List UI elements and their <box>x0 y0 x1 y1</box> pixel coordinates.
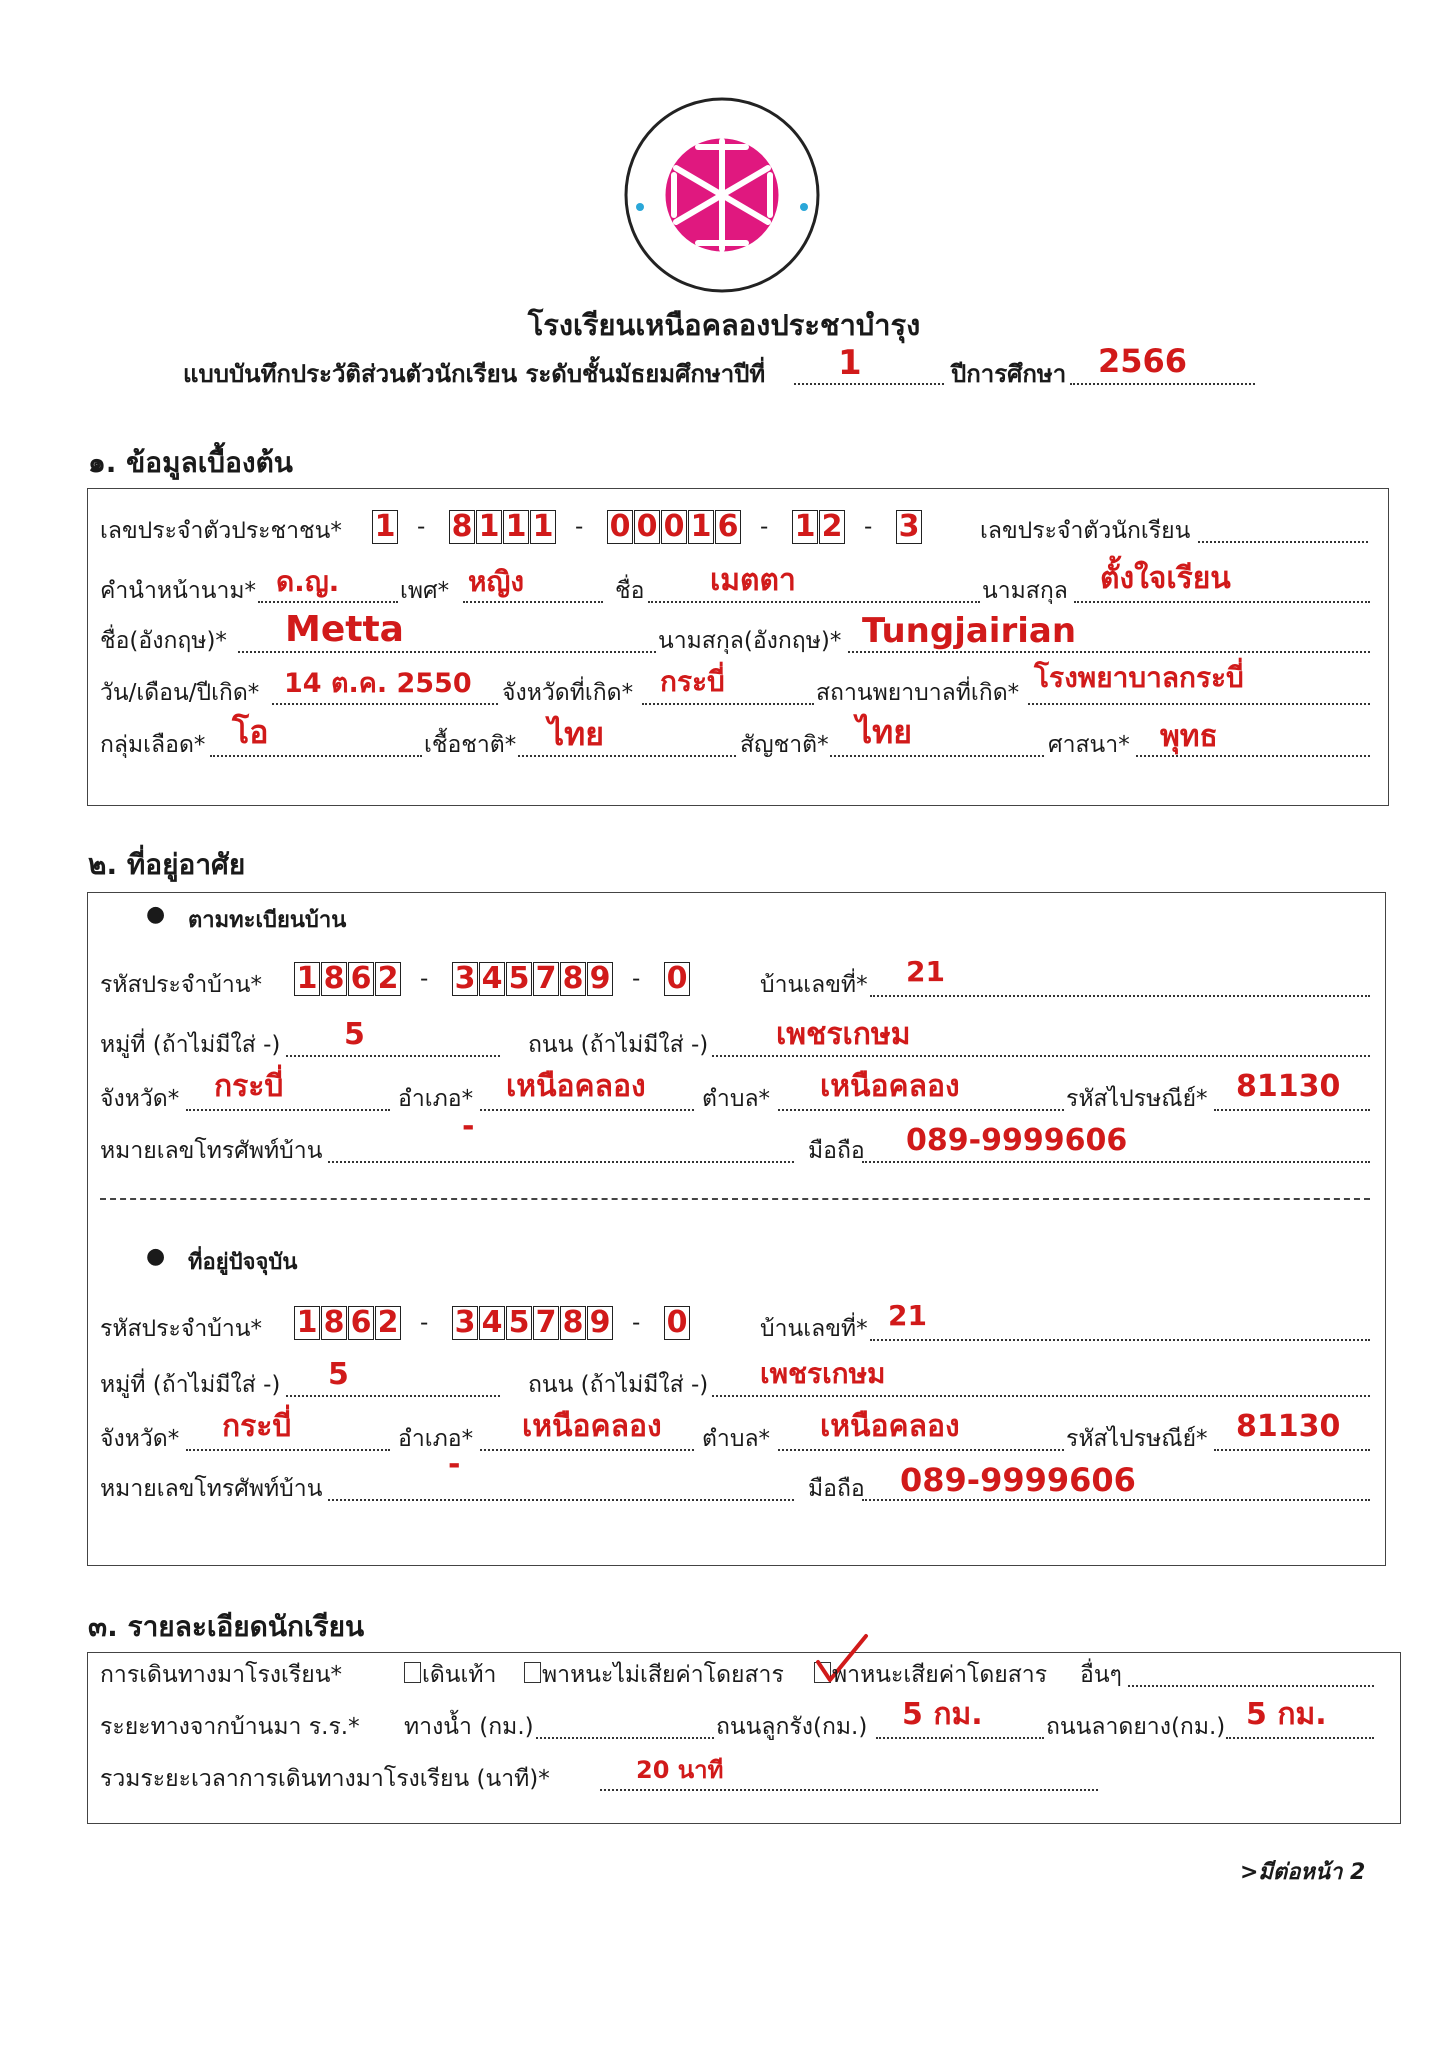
paved-dots <box>1226 1737 1374 1739</box>
reg-moo-value: 5 <box>344 1017 365 1052</box>
reg-district-dots <box>480 1109 694 1111</box>
hospital-value: โรงพยาบาลกระบี่ <box>1034 661 1244 694</box>
citizen-id-digit-box[interactable] <box>792 510 818 544</box>
reg-house-code-digit-box[interactable] <box>321 962 347 996</box>
school-name: โรงเรียนเหนือคลองประชาบำรุง <box>527 308 921 342</box>
reg-subdistrict-dots <box>778 1109 1064 1111</box>
section2-title: ๒. ที่อยู่อาศัย <box>88 848 246 881</box>
reg-district-value: เหนือคลอง <box>506 1069 646 1104</box>
citizen-id-digit-box[interactable] <box>530 510 556 544</box>
cur-house-code-digit: 8 <box>562 1305 584 1340</box>
race-value: ไทย <box>548 715 604 753</box>
cur-moo-dots <box>286 1395 500 1397</box>
reg-zip-value: 81130 <box>1236 1069 1341 1104</box>
citizen-id-digit-box[interactable] <box>503 510 529 544</box>
reg-house-no-label: บ้านเลขที่* <box>760 972 868 998</box>
year-label: ปีการศึกษา <box>951 360 1067 388</box>
cur-house-code-digit-box[interactable] <box>587 1306 613 1340</box>
surname-label: นามสกุล <box>982 578 1068 604</box>
blood-value: โอ <box>232 713 269 751</box>
citizen-id-digit: 0 <box>609 509 631 544</box>
reg-phone-dots <box>328 1161 794 1163</box>
cur-zip-dots <box>1214 1449 1370 1451</box>
reg-house-code-digit-box[interactable] <box>664 962 690 996</box>
dob-label: วัน/เดือน/ปีเกิด* <box>100 680 260 706</box>
reg-house-code-digit: 7 <box>535 961 557 996</box>
reg-house-code-digit: 8 <box>323 961 345 996</box>
cur-mobile-value: 089-9999606 <box>900 1461 1136 1499</box>
walk-checkbox[interactable] <box>404 1662 421 1683</box>
citizen-id-digit: 8 <box>451 509 473 544</box>
dob-dots <box>272 703 498 705</box>
cur-house-code-digit: 7 <box>535 1305 557 1340</box>
name-value: เมตตา <box>710 563 796 598</box>
reg-zip-dots <box>1214 1109 1370 1111</box>
cur-house-code-digit-box[interactable] <box>452 1306 478 1340</box>
race-label: เชื้อชาติ* <box>424 732 517 758</box>
name-en-label: ชื่อ(อังกฤษ)* <box>100 628 227 654</box>
cur-road-dots <box>712 1395 1370 1397</box>
cur-house-code-digit-box[interactable] <box>533 1306 559 1340</box>
paved-value: 5 กม. <box>1246 1697 1327 1732</box>
cur-house-code-digit: 8 <box>323 1305 345 1340</box>
cur-subdistrict-value: เหนือคลอง <box>820 1409 960 1444</box>
citizen-id-digit-box[interactable] <box>688 510 714 544</box>
religion-dots <box>1136 755 1370 757</box>
citizen-id-digit-box[interactable] <box>449 510 475 544</box>
reg-house-code-digit-box[interactable] <box>348 962 374 996</box>
reg-subdistrict-label: ตำบล* <box>702 1086 771 1112</box>
time-label: รวมระยะเวลาการเดินทางมาโรงเรียน (นาที)* <box>100 1766 550 1792</box>
reg-mobile-value: 089-9999606 <box>906 1123 1128 1158</box>
reg-house-code-digit-box[interactable] <box>452 962 478 996</box>
grade-dots <box>794 383 944 385</box>
next-page-note: >มีต่อหน้า 2 <box>1240 1860 1366 1885</box>
race-dots <box>518 755 736 757</box>
address-divider <box>100 1198 1370 1200</box>
reg-house-code-digit: 1 <box>296 961 318 996</box>
cur-house-no-dots <box>870 1339 1370 1341</box>
cur-phone-dots <box>328 1499 794 1501</box>
citizen-id-digit: 1 <box>478 509 500 544</box>
walk-option: เดินเท้า <box>422 1662 497 1688</box>
paid-vehicle-option: พาหนะเสียค่าโดยสาร <box>832 1662 1048 1688</box>
time-value: 20 นาที <box>636 1756 724 1784</box>
surname-en-dots <box>848 651 1370 653</box>
cur-house-code-digit-box[interactable] <box>506 1306 532 1340</box>
surname-dots <box>1074 601 1370 603</box>
birth-province-value: กระบี่ <box>660 665 725 698</box>
reg-address-title: ตามทะเบียนบ้าน <box>188 908 347 933</box>
cur-house-code-digit-box[interactable] <box>294 1306 320 1340</box>
reg-house-code-digit-box[interactable] <box>587 962 613 996</box>
citizen-id-digit: 1 <box>505 509 527 544</box>
other-dots <box>1128 1685 1374 1687</box>
cur-mobile-dots <box>862 1499 1370 1501</box>
cur-house-code-label: รหัสประจำบ้าน* <box>100 1316 262 1342</box>
paved-label: ถนนลาดยาง(กม.) <box>1046 1714 1226 1740</box>
reg-phone-label: หมายเลขโทรศัพท์บ้าน <box>100 1138 323 1164</box>
year-dots <box>1070 383 1255 385</box>
cur-house-code-digit: 0 <box>666 1305 688 1340</box>
surname-en-label: นามสกุล(อังกฤษ)* <box>658 628 842 654</box>
sex-dots <box>463 601 603 603</box>
cur-house-code-digit-box[interactable] <box>321 1306 347 1340</box>
reg-road-label: ถนน (ถ้าไม่มีใส่ -) <box>528 1032 709 1058</box>
citizen-id-digit-box[interactable] <box>634 510 660 544</box>
reg-mobile-dots <box>862 1161 1370 1163</box>
name-en-dots <box>238 651 656 653</box>
reg-subdistrict-value: เหนือคลอง <box>820 1069 960 1104</box>
section1-title: ๑. ข้อมูลเบื้องต้น <box>88 446 293 479</box>
reg-province-label: จังหวัด* <box>100 1086 180 1112</box>
prefix-label: คำนำหน้านาม* <box>100 578 257 604</box>
cur-moo-label: หมู่ที่ (ถ้าไม่มีใส่ -) <box>100 1372 281 1398</box>
prefix-value: ด.ญ. <box>276 565 340 598</box>
citizen-id-digit: 1 <box>374 509 396 544</box>
citizen-id-dash: - <box>575 514 584 540</box>
reg-house-code-digit-box[interactable] <box>479 962 505 996</box>
reg-house-no-dots <box>870 995 1370 997</box>
cur-subdistrict-label: ตำบล* <box>702 1426 771 1452</box>
distance-label: ระยะทางจากบ้านมา ร.ร.* <box>100 1714 360 1740</box>
citizen-id-dash: - <box>417 514 426 540</box>
cur-house-code-dash: - <box>632 1310 641 1336</box>
name-dots <box>648 601 980 603</box>
reg-house-code-digit: 9 <box>589 961 611 996</box>
reg-province-value: กระบี่ <box>214 1069 284 1104</box>
reg-house-code-digit: 6 <box>350 961 372 996</box>
section2-box <box>87 892 1386 1566</box>
reg-house-code-digit-box[interactable] <box>533 962 559 996</box>
travel-label: การเดินทางมาโรงเรียน* <box>100 1662 342 1688</box>
prefix-dots <box>258 601 398 603</box>
water-label: ทางน้ำ (กม.) <box>404 1714 534 1740</box>
cur-house-code-digit: 5 <box>508 1305 530 1340</box>
surname-value: ตั้งใจเรียน <box>1100 561 1231 596</box>
grade-value: 1 <box>838 343 862 383</box>
cur-house-code-digit-box[interactable] <box>560 1306 586 1340</box>
reg-house-code-digit-box[interactable] <box>560 962 586 996</box>
cur-house-code-digit: 2 <box>377 1305 399 1340</box>
cur-house-code-digit: 1 <box>296 1305 318 1340</box>
name-en-value: Metta <box>285 609 404 650</box>
cur-province-label: จังหวัด* <box>100 1426 180 1452</box>
reg-moo-dots <box>286 1055 500 1057</box>
reg-road-dots <box>712 1055 1370 1057</box>
citizen-id-digit: 1 <box>794 509 816 544</box>
id-label: เลขประจำตัวประชาชน* <box>100 518 342 544</box>
school-logo <box>622 95 822 295</box>
birth-province-label: จังหวัดที่เกิด* <box>502 680 634 706</box>
reg-house-code-digit: 5 <box>508 961 530 996</box>
cur-subdistrict-dots <box>778 1449 1064 1451</box>
reg-house-code-dash: - <box>632 966 641 992</box>
free-vehicle-checkbox[interactable] <box>524 1662 541 1683</box>
citizen-id-digit: 0 <box>663 509 685 544</box>
cur-district-label: อำเภอ* <box>398 1426 474 1452</box>
water-dots <box>536 1737 714 1739</box>
year-value: 2566 <box>1098 342 1188 380</box>
reg-house-code-digit-box[interactable] <box>506 962 532 996</box>
citizen-id-digit: 0 <box>636 509 658 544</box>
blood-label: กลุ่มเลือด* <box>100 732 206 758</box>
cur-province-dots <box>186 1449 390 1451</box>
cur-address-bullet: ● <box>146 1244 166 1269</box>
cur-house-code-digit: 9 <box>589 1305 611 1340</box>
cur-moo-value: 5 <box>328 1357 349 1392</box>
sex-value: หญิง <box>468 565 524 598</box>
citizen-id-digit-box[interactable] <box>372 510 398 544</box>
cur-house-code-digit-box[interactable] <box>479 1306 505 1340</box>
reg-district-label: อำเภอ* <box>398 1086 474 1112</box>
citizen-id-digit: 2 <box>821 509 843 544</box>
reg-house-code-digit: 4 <box>481 961 503 996</box>
reg-moo-label: หมู่ที่ (ถ้าไม่มีใส่ -) <box>100 1032 281 1058</box>
cur-district-dots <box>480 1449 694 1451</box>
cur-house-code-digit-box[interactable] <box>348 1306 374 1340</box>
citizen-id-digit-box[interactable] <box>896 510 922 544</box>
cur-house-code-digit-box[interactable] <box>375 1306 401 1340</box>
citizen-id-digit-box[interactable] <box>476 510 502 544</box>
cur-house-code-dash: - <box>420 1310 429 1336</box>
reg-house-code-label: รหัสประจำบ้าน* <box>100 972 262 998</box>
cur-house-no-label: บ้านเลขที่* <box>760 1316 868 1342</box>
cur-phone-value: - <box>448 1447 461 1482</box>
reg-house-no-value: 21 <box>906 955 945 988</box>
sex-label: เพศ* <box>400 578 450 604</box>
section3-title: ๓. รายละเอียดนักเรียน <box>88 1610 365 1643</box>
dob-value: 14 ต.ค. 2550 <box>284 668 472 699</box>
cur-house-no-value: 21 <box>888 1299 927 1332</box>
citizen-id-digit: 3 <box>898 509 920 544</box>
reg-house-code-digit: 8 <box>562 961 584 996</box>
student-id-dots <box>1198 541 1368 543</box>
reg-house-code-dash: - <box>420 966 429 992</box>
nationality-dots <box>830 755 1044 757</box>
reg-house-code-digit-box[interactable] <box>375 962 401 996</box>
blood-dots <box>210 755 422 757</box>
citizen-id-digit: 1 <box>532 509 554 544</box>
free-vehicle-option: พาหนะไม่เสียค่าโดยสาร <box>542 1662 784 1688</box>
gravel-label: ถนนลูกรัง(กม.) <box>716 1714 868 1740</box>
form-title: แบบบันทึกประวัติส่วนตัวนักเรียน ระดับชั้นมัธยมศึกษาปีที่ <box>183 360 766 388</box>
citizen-id-digit-box[interactable] <box>607 510 633 544</box>
time-dots <box>600 1789 1098 1791</box>
nationality-label: สัญชาติ* <box>740 732 829 758</box>
reg-road-value: เพชรเกษม <box>776 1017 911 1052</box>
citizen-id-dash: - <box>760 514 769 540</box>
nationality-value: ไทย <box>856 713 912 751</box>
cur-house-code-digit: 3 <box>454 1305 476 1340</box>
reg-house-code-digit-box[interactable] <box>294 962 320 996</box>
cur-road-label: ถนน (ถ้าไม่มีใส่ -) <box>528 1372 709 1398</box>
school-seal <box>622 95 822 295</box>
religion-value: พุทธ <box>1160 719 1218 754</box>
reg-zip-label: รหัสไปรษณีย์* <box>1066 1086 1208 1112</box>
hospital-dots <box>1028 703 1370 705</box>
reg-house-code-digit: 0 <box>666 961 688 996</box>
cur-house-code-digit: 6 <box>350 1305 372 1340</box>
cur-zip-label: รหัสไปรษณีย์* <box>1066 1426 1208 1452</box>
cur-province-value: กระบี่ <box>222 1409 292 1444</box>
religion-label: ศาสนา* <box>1048 732 1130 758</box>
reg-address-bullet: ● <box>146 902 166 927</box>
reg-mobile-label: มือถือ <box>808 1138 865 1164</box>
cur-zip-value: 81130 <box>1236 1409 1341 1444</box>
citizen-id-dash: - <box>864 514 873 540</box>
cur-mobile-label: มือถือ <box>808 1476 865 1502</box>
reg-province-dots <box>186 1109 390 1111</box>
cur-house-code-digit: 4 <box>481 1305 503 1340</box>
birth-province-dots <box>642 703 814 705</box>
cur-phone-label: หมายเลขโทรศัพท์บ้าน <box>100 1476 323 1502</box>
citizen-id-digit: 1 <box>690 509 712 544</box>
cur-address-title: ที่อยู่ปัจจุบัน <box>188 1250 298 1275</box>
citizen-id-digit: 6 <box>717 509 739 544</box>
gravel-value: 5 กม. <box>902 1697 983 1732</box>
surname-en-value: Tungjairian <box>862 611 1077 651</box>
other-option: อื่นๆ <box>1080 1662 1122 1688</box>
cur-house-code-digit-box[interactable] <box>664 1306 690 1340</box>
reg-phone-value: - <box>462 1109 475 1144</box>
gravel-dots <box>876 1737 1044 1739</box>
reg-house-code-digit: 3 <box>454 961 476 996</box>
name-label: ชื่อ <box>615 578 645 604</box>
hospital-label: สถานพยาบาลที่เกิด* <box>816 680 1020 706</box>
student-id-label: เลขประจำตัวนักเรียน <box>980 518 1191 544</box>
citizen-id-digit-box[interactable] <box>715 510 741 544</box>
reg-house-code-digit: 2 <box>377 961 399 996</box>
citizen-id-digit-box[interactable] <box>819 510 845 544</box>
citizen-id-digit-box[interactable] <box>661 510 687 544</box>
cur-road-value: เพชรเกษม <box>760 1357 886 1390</box>
cur-district-value: เหนือคลอง <box>522 1409 662 1444</box>
